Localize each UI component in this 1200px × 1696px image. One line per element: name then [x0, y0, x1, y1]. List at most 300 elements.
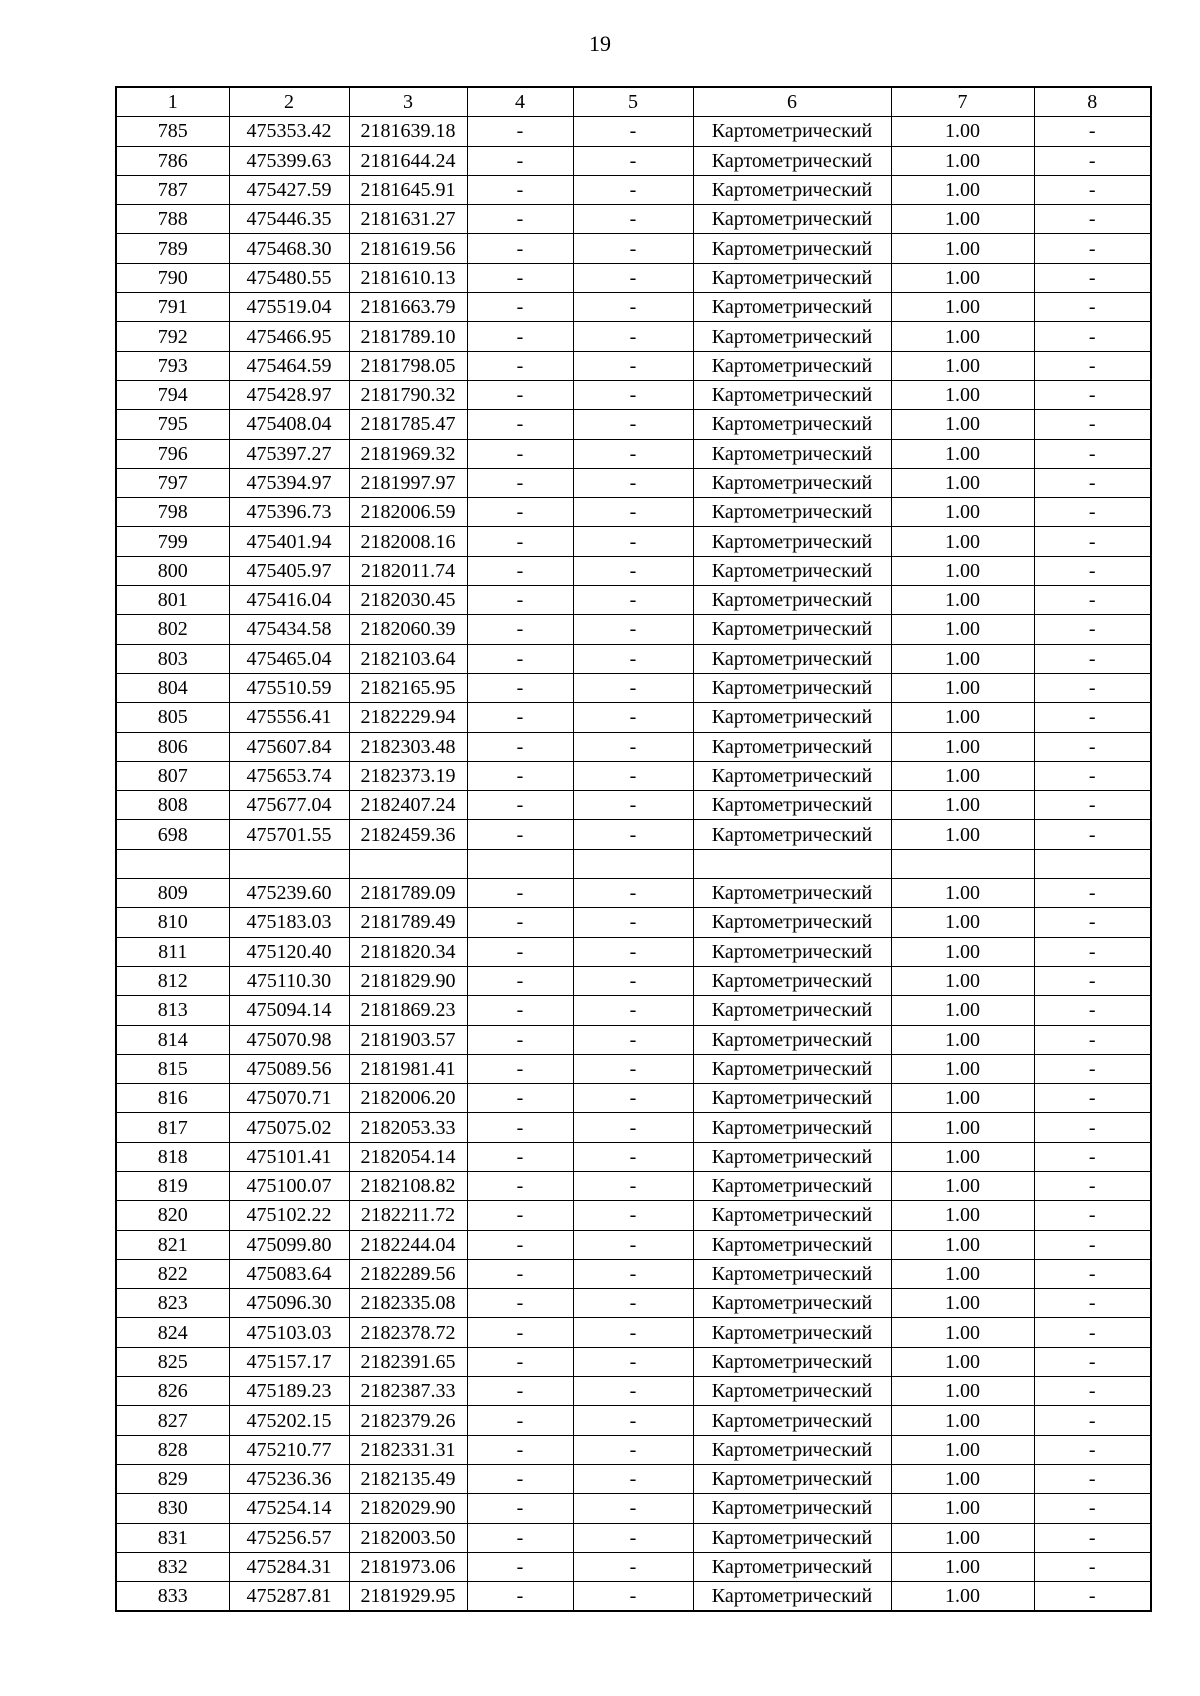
table-cell: - [467, 1025, 573, 1054]
table-row [116, 820, 1151, 849]
table-cell: - [573, 146, 693, 175]
table-cell: 817 [116, 1113, 229, 1142]
table-cell: - [1034, 1464, 1151, 1493]
table-cell: - [573, 879, 693, 908]
table-cell: 2181663.79 [349, 293, 467, 322]
table-cell: 1.00 [891, 732, 1034, 761]
table-cell: Картометрический [693, 322, 891, 351]
table-cell: 2181981.41 [349, 1054, 467, 1083]
table-cell: Картометрический [693, 820, 891, 849]
table-cell: 818 [116, 1142, 229, 1171]
table-cell: 475466.95 [229, 322, 349, 351]
table-row [116, 761, 1151, 790]
table-row [116, 1142, 1151, 1171]
table-cell: 475256.57 [229, 1523, 349, 1552]
table-cell: - [573, 1201, 693, 1230]
table-cell: - [573, 1142, 693, 1171]
table-cell: - [467, 1318, 573, 1347]
coordinates-table [115, 86, 1152, 1612]
table-cell: - [1034, 263, 1151, 292]
table-cell: 475399.63 [229, 146, 349, 175]
table-cell: 475556.41 [229, 703, 349, 732]
table-cell: - [1034, 644, 1151, 673]
table-cell: - [573, 615, 693, 644]
table-cell: 810 [116, 908, 229, 937]
table-cell: 475075.02 [229, 1113, 349, 1142]
column-header-5: 5 [573, 87, 693, 117]
table-cell: Картометрический [693, 586, 891, 615]
table-cell: Картометрический [693, 673, 891, 702]
table-cell: - [573, 908, 693, 937]
table-cell: Картометрический [693, 1201, 891, 1230]
table-row [116, 908, 1151, 937]
table-cell: 1.00 [891, 293, 1034, 322]
table-cell: - [467, 498, 573, 527]
table-cell: Картометрический [693, 1054, 891, 1083]
table-cell: 475427.59 [229, 175, 349, 204]
table-cell: 1.00 [891, 1406, 1034, 1435]
column-header-1: 1 [116, 87, 229, 117]
table-cell: 475701.55 [229, 820, 349, 849]
table-cell: 2182211.72 [349, 1201, 467, 1230]
table-cell: 1.00 [891, 1582, 1034, 1612]
table-cell: 475103.03 [229, 1318, 349, 1347]
table-cell: - [1034, 205, 1151, 234]
table-row [116, 703, 1151, 732]
table-cell: 1.00 [891, 498, 1034, 527]
table-row [116, 498, 1151, 527]
table-cell: 475416.04 [229, 586, 349, 615]
table-cell: 827 [116, 1406, 229, 1435]
table-cell: 829 [116, 1464, 229, 1493]
table-cell: - [573, 498, 693, 527]
table-cell: 1.00 [891, 1025, 1034, 1054]
table-cell: Картометрический [693, 1523, 891, 1552]
table-cell: - [573, 644, 693, 673]
table-cell: 2182229.94 [349, 703, 467, 732]
table-row [116, 1552, 1151, 1581]
table-cell: - [573, 1347, 693, 1376]
table-cell: - [1034, 146, 1151, 175]
table-cell: - [1034, 175, 1151, 204]
table-cell: 794 [116, 380, 229, 409]
table-cell: Картометрический [693, 1347, 891, 1376]
table-cell: - [1034, 1113, 1151, 1142]
table-cell: Картометрический [693, 527, 891, 556]
table-cell: 1.00 [891, 410, 1034, 439]
table-cell: Картометрический [693, 703, 891, 732]
table-cell: - [467, 351, 573, 380]
table-cell: - [573, 1259, 693, 1288]
table-cell: Картометрический [693, 263, 891, 292]
table-cell: 2182054.14 [349, 1142, 467, 1171]
table-cell: - [467, 175, 573, 204]
column-header-7: 7 [891, 87, 1034, 117]
table-cell: 2181785.47 [349, 410, 467, 439]
table-cell: - [467, 527, 573, 556]
table-cell: 1.00 [891, 761, 1034, 790]
table-cell: 823 [116, 1289, 229, 1318]
table-cell: 1.00 [891, 351, 1034, 380]
table-cell: - [467, 1494, 573, 1523]
table-cell: - [1034, 1230, 1151, 1259]
table-cell: - [467, 468, 573, 497]
table-cell: 1.00 [891, 1289, 1034, 1318]
table-row [116, 644, 1151, 673]
table-cell: 803 [116, 644, 229, 673]
table-cell: 790 [116, 263, 229, 292]
table-cell: - [1034, 322, 1151, 351]
table-cell: 2182407.24 [349, 791, 467, 820]
table-cell: - [1034, 1582, 1151, 1612]
table-cell: 1.00 [891, 1377, 1034, 1406]
table-cell: - [1034, 1084, 1151, 1113]
table-cell: 1.00 [891, 996, 1034, 1025]
table-cell: - [467, 1171, 573, 1200]
table-cell: 2182165.95 [349, 673, 467, 702]
table-cell: 798 [116, 498, 229, 527]
table-cell: - [1034, 703, 1151, 732]
table-row [116, 1113, 1151, 1142]
table-cell: - [1034, 1347, 1151, 1376]
table-row [116, 439, 1151, 468]
table-cell: 475210.77 [229, 1435, 349, 1464]
table-cell: 475202.15 [229, 1406, 349, 1435]
table-row [116, 322, 1151, 351]
table-cell: 1.00 [891, 1171, 1034, 1200]
table-cell: 2182335.08 [349, 1289, 467, 1318]
table-cell: - [573, 732, 693, 761]
table-row [116, 791, 1151, 820]
table-cell: 1.00 [891, 937, 1034, 966]
table-cell: 2181820.34 [349, 937, 467, 966]
table-row [116, 468, 1151, 497]
table-cell: - [1034, 586, 1151, 615]
table-cell: Картометрический [693, 351, 891, 380]
table-row [116, 937, 1151, 966]
table-cell: 2181929.95 [349, 1582, 467, 1612]
table-cell: - [467, 1582, 573, 1612]
table-cell: - [573, 527, 693, 556]
table-cell: - [573, 556, 693, 585]
table-cell: - [467, 820, 573, 849]
table-body [116, 117, 1151, 1612]
table-cell: 785 [116, 117, 229, 146]
table-cell: - [573, 1171, 693, 1200]
table-cell: 475099.80 [229, 1230, 349, 1259]
table-row [116, 1435, 1151, 1464]
table-cell: - [573, 761, 693, 790]
table-cell: 787 [116, 175, 229, 204]
table-cell: 2182303.48 [349, 732, 467, 761]
table-cell: - [467, 615, 573, 644]
table-row [116, 1494, 1151, 1523]
table-cell: 1.00 [891, 791, 1034, 820]
table-cell: 1.00 [891, 175, 1034, 204]
table-cell: 1.00 [891, 1347, 1034, 1376]
table-row [116, 410, 1151, 439]
table-cell: 1.00 [891, 1552, 1034, 1581]
table-cell: 698 [116, 820, 229, 849]
table-cell: Картометрический [693, 1259, 891, 1288]
table-cell [467, 849, 573, 878]
table-row [116, 205, 1151, 234]
table-cell: 788 [116, 205, 229, 234]
table-cell: 475428.97 [229, 380, 349, 409]
table-cell: 793 [116, 351, 229, 380]
table-cell: - [573, 1582, 693, 1612]
column-header-3: 3 [349, 87, 467, 117]
table-cell: - [1034, 234, 1151, 263]
table-cell: Картометрический [693, 1084, 891, 1113]
table-cell: - [467, 1464, 573, 1493]
table-cell: - [1034, 673, 1151, 702]
table-cell: - [467, 1523, 573, 1552]
table-cell: - [467, 703, 573, 732]
table-row [116, 1025, 1151, 1054]
table-cell: 1.00 [891, 1494, 1034, 1523]
table-row [116, 1084, 1151, 1113]
page-number: 19 [589, 31, 611, 56]
table-row [116, 293, 1151, 322]
table-row [116, 1377, 1151, 1406]
table-row [116, 556, 1151, 585]
table-cell: 1.00 [891, 1318, 1034, 1347]
table-cell: 1.00 [891, 1259, 1034, 1288]
table-row [116, 234, 1151, 263]
table-cell: 2182029.90 [349, 1494, 467, 1523]
table-cell: 2182006.20 [349, 1084, 467, 1113]
table-cell: - [467, 322, 573, 351]
table-row [116, 146, 1151, 175]
table-cell: 2182060.39 [349, 615, 467, 644]
table-cell: - [467, 293, 573, 322]
table-row [116, 263, 1151, 292]
table-cell [693, 849, 891, 878]
table-cell: - [467, 673, 573, 702]
table-cell: 1.00 [891, 322, 1034, 351]
table-cell: 2181610.13 [349, 263, 467, 292]
table-cell: Картометрический [693, 615, 891, 644]
table-cell: - [467, 1142, 573, 1171]
table-cell: Картометрический [693, 908, 891, 937]
table-cell: - [467, 966, 573, 995]
table-cell: 1.00 [891, 556, 1034, 585]
table-cell: 2182108.82 [349, 1171, 467, 1200]
table-cell: - [573, 1025, 693, 1054]
table-cell: - [1034, 1552, 1151, 1581]
table-row [116, 879, 1151, 908]
table-row [116, 1201, 1151, 1230]
table-cell: - [1034, 1171, 1151, 1200]
table-cell: 475089.56 [229, 1054, 349, 1083]
table-cell: 2182373.19 [349, 761, 467, 790]
table-cell: 1.00 [891, 673, 1034, 702]
table-cell [229, 849, 349, 878]
table-cell: 475405.97 [229, 556, 349, 585]
table-cell: 821 [116, 1230, 229, 1259]
table-cell: 2182103.64 [349, 644, 467, 673]
table-cell: Картометрический [693, 1230, 891, 1259]
table-cell [1034, 849, 1151, 878]
table-cell: - [573, 1230, 693, 1259]
table-cell: 796 [116, 439, 229, 468]
table-cell: 475070.98 [229, 1025, 349, 1054]
table-cell: 2181631.27 [349, 205, 467, 234]
table-cell [349, 849, 467, 878]
table-cell: 822 [116, 1259, 229, 1288]
table-cell: - [573, 673, 693, 702]
table-cell: 475083.64 [229, 1259, 349, 1288]
table-cell: Картометрический [693, 234, 891, 263]
table-cell: Картометрический [693, 879, 891, 908]
table-cell: - [1034, 732, 1151, 761]
table-cell: 1.00 [891, 820, 1034, 849]
table-cell: 2181790.32 [349, 380, 467, 409]
table-row [116, 1406, 1151, 1435]
table-cell: 2182053.33 [349, 1113, 467, 1142]
table-cell: Картометрический [693, 410, 891, 439]
table-cell: - [467, 791, 573, 820]
table-cell [891, 849, 1034, 878]
table-cell: Картометрический [693, 966, 891, 995]
table-cell: 2181644.24 [349, 146, 467, 175]
table-cell: Картометрический [693, 146, 891, 175]
table-cell: 475434.58 [229, 615, 349, 644]
table-cell: Картометрический [693, 791, 891, 820]
table-cell: 824 [116, 1318, 229, 1347]
table-cell: 2182387.33 [349, 1377, 467, 1406]
table-row [116, 1054, 1151, 1083]
table-cell: 1.00 [891, 468, 1034, 497]
table-cell: 805 [116, 703, 229, 732]
table-cell: 2181829.90 [349, 966, 467, 995]
table-cell: 789 [116, 234, 229, 263]
table-cell: - [1034, 1054, 1151, 1083]
table-cell: 475120.40 [229, 937, 349, 966]
table-cell: 2182135.49 [349, 1464, 467, 1493]
table-cell: Картометрический [693, 1142, 891, 1171]
table-cell: - [1034, 1025, 1151, 1054]
table-cell: 815 [116, 1054, 229, 1083]
table-cell: 801 [116, 586, 229, 615]
table-cell: - [573, 1464, 693, 1493]
table-cell: 802 [116, 615, 229, 644]
table-cell: - [573, 1552, 693, 1581]
table-cell: 475446.35 [229, 205, 349, 234]
table-cell: 475653.74 [229, 761, 349, 790]
table-cell: 1.00 [891, 1142, 1034, 1171]
table-cell: Картометрический [693, 380, 891, 409]
table-cell: - [1034, 527, 1151, 556]
table-cell: - [1034, 556, 1151, 585]
table-row [116, 351, 1151, 380]
table-cell: - [1034, 615, 1151, 644]
table-cell: - [573, 263, 693, 292]
table-cell: 819 [116, 1171, 229, 1200]
table-row [116, 849, 1151, 878]
table-cell: - [1034, 908, 1151, 937]
table-cell: 1.00 [891, 644, 1034, 673]
table-cell: - [467, 1377, 573, 1406]
table-cell: 2182003.50 [349, 1523, 467, 1552]
table-cell: 2182459.36 [349, 820, 467, 849]
table-cell: 2181969.32 [349, 439, 467, 468]
table-cell: 1.00 [891, 615, 1034, 644]
table-cell: Картометрический [693, 761, 891, 790]
table-cell: 1.00 [891, 1523, 1034, 1552]
table-cell: 475397.27 [229, 439, 349, 468]
table-cell: 2181645.91 [349, 175, 467, 204]
table-cell: 816 [116, 1084, 229, 1113]
table-cell: - [573, 1377, 693, 1406]
table-cell: 812 [116, 966, 229, 995]
table-cell: Картометрический [693, 1406, 891, 1435]
table-cell: - [573, 234, 693, 263]
table-cell: 475480.55 [229, 263, 349, 292]
table-cell: 1.00 [891, 1084, 1034, 1113]
table-cell: 475183.03 [229, 908, 349, 937]
table-cell: - [467, 1259, 573, 1288]
table-cell: - [1034, 1406, 1151, 1435]
column-header-2: 2 [229, 87, 349, 117]
table-cell: - [467, 586, 573, 615]
table-cell: Картометрический [693, 498, 891, 527]
table-row [116, 175, 1151, 204]
table-cell: Картометрический [693, 175, 891, 204]
table-cell: 475102.22 [229, 1201, 349, 1230]
table-cell: - [1034, 1259, 1151, 1288]
table-row [116, 615, 1151, 644]
table-cell: 2182006.59 [349, 498, 467, 527]
table-cell: 1.00 [891, 1201, 1034, 1230]
table-cell: Картометрический [693, 1552, 891, 1581]
table-cell: - [573, 380, 693, 409]
table-cell: 2182011.74 [349, 556, 467, 585]
table-cell: - [1034, 761, 1151, 790]
table-cell: 475401.94 [229, 527, 349, 556]
table-cell: 792 [116, 322, 229, 351]
table-cell: 820 [116, 1201, 229, 1230]
table-cell: 808 [116, 791, 229, 820]
table-cell: 475094.14 [229, 996, 349, 1025]
table-cell: 2182289.56 [349, 1259, 467, 1288]
table-cell: - [573, 322, 693, 351]
table-cell: 1.00 [891, 1230, 1034, 1259]
table-cell: - [1034, 468, 1151, 497]
table-cell: - [573, 293, 693, 322]
table-cell: 1.00 [891, 263, 1034, 292]
table-cell: 833 [116, 1582, 229, 1612]
table-cell: Картометрический [693, 1318, 891, 1347]
table-cell: 1.00 [891, 908, 1034, 937]
table-cell: - [1034, 1142, 1151, 1171]
table-cell: - [467, 996, 573, 1025]
table-cell: 2181639.18 [349, 117, 467, 146]
table-row [116, 1289, 1151, 1318]
table-cell: 797 [116, 468, 229, 497]
table-cell: 475464.59 [229, 351, 349, 380]
table-row [116, 1318, 1151, 1347]
table-cell: - [467, 1113, 573, 1142]
table-cell: Картометрический [693, 556, 891, 585]
table-cell: Картометрический [693, 937, 891, 966]
table-cell: 475465.04 [229, 644, 349, 673]
column-header-4: 4 [467, 87, 573, 117]
table-cell: 475408.04 [229, 410, 349, 439]
table-cell: Картометрический [693, 1025, 891, 1054]
table-cell: - [467, 1289, 573, 1318]
